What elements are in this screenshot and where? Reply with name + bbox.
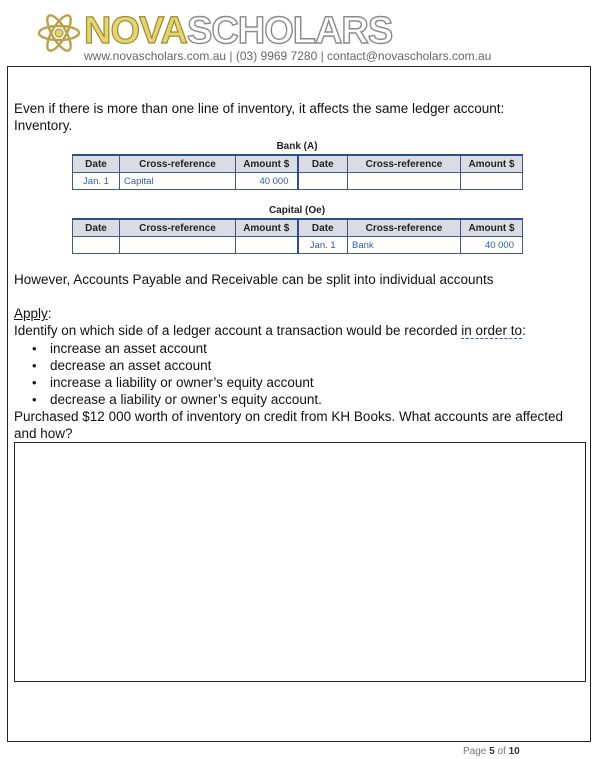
page-total: 10	[508, 746, 520, 757]
ledger-table	[72, 154, 523, 190]
cell	[461, 173, 523, 190]
question-line-1: Purchased $12 000 worth of inventory on credit from KH Books. What accounts are affected	[14, 409, 564, 424]
ledger-header-row	[73, 219, 523, 237]
answer-box[interactable]	[14, 442, 586, 682]
cell: 40 000	[236, 173, 298, 190]
ledger-row	[73, 237, 523, 254]
col-header: Date	[73, 155, 120, 173]
ledger-header-row	[73, 155, 523, 173]
apply-heading	[14, 305, 52, 322]
ledger-caption: Capital (Oe)	[268, 205, 326, 216]
cell: Jan. 1	[73, 173, 120, 190]
list-item: • increase a liability or owner’s equity account	[14, 374, 322, 391]
question-line-2: and how?	[14, 426, 73, 441]
intro-line-1: Even if there is more than one line of inventory, it affects the same ledger account:	[14, 101, 505, 116]
col-header: Cross-reference	[120, 219, 236, 237]
list-item: • increase an asset account	[14, 340, 322, 357]
page-header	[0, 0, 603, 64]
page-footer	[463, 746, 520, 757]
instruction-post: :	[522, 323, 526, 338]
brand-logo-text	[84, 11, 392, 51]
col-header: Date	[298, 219, 348, 237]
ledger-caption: Bank (A)	[276, 141, 318, 152]
instruction-pre: Identify on which side of a ledger account a transaction would be recorded	[14, 323, 462, 338]
col-header: Amount $	[236, 219, 298, 237]
intro-line-2: Inventory.	[14, 118, 73, 133]
col-header: Amount $	[461, 155, 523, 173]
page-word: Page	[463, 746, 487, 757]
split-note: However, Accounts Payable and Receivable can be split into individual accounts	[14, 272, 494, 287]
ledger-capital	[72, 204, 522, 254]
list-item: • decrease an asset account	[14, 357, 322, 374]
col-header: Cross-reference	[120, 155, 236, 173]
apply-colon: :	[47, 306, 52, 321]
cell	[73, 237, 120, 254]
atom-logo-icon	[36, 10, 82, 56]
apply-instruction	[14, 322, 526, 339]
list-item: • decrease a liability or owner’s equity account.	[14, 391, 322, 408]
instruction-dotted: in order to	[461, 323, 523, 338]
ledger-table	[72, 218, 523, 254]
cell: Bank	[348, 237, 461, 254]
col-header: Amount $	[236, 155, 298, 173]
page-number: 5	[489, 746, 495, 757]
contact-line: www.novascholars.com.au | (03) 9969 7280 | contact@novascholars.com.au	[84, 49, 492, 63]
ledger-bank	[72, 140, 522, 190]
col-header: Date	[73, 219, 120, 237]
ledger-row	[73, 173, 523, 190]
cell	[298, 173, 348, 190]
cell: Jan. 1	[298, 237, 348, 254]
of-word: of	[497, 746, 506, 757]
apply-bullet-list	[14, 340, 322, 408]
cell	[120, 237, 236, 254]
cell	[236, 237, 298, 254]
col-header: Cross-reference	[348, 219, 461, 237]
col-header: Amount $	[461, 219, 523, 237]
logo-nova: NOVA	[84, 10, 187, 52]
cell: 40 000	[461, 237, 523, 254]
apply-label: Apply	[14, 306, 48, 321]
cell: Capital	[120, 173, 236, 190]
col-header: Cross-reference	[348, 155, 461, 173]
cell	[348, 173, 461, 190]
col-header: Date	[298, 155, 348, 173]
logo-scholars: SCHOLARS	[186, 10, 393, 52]
